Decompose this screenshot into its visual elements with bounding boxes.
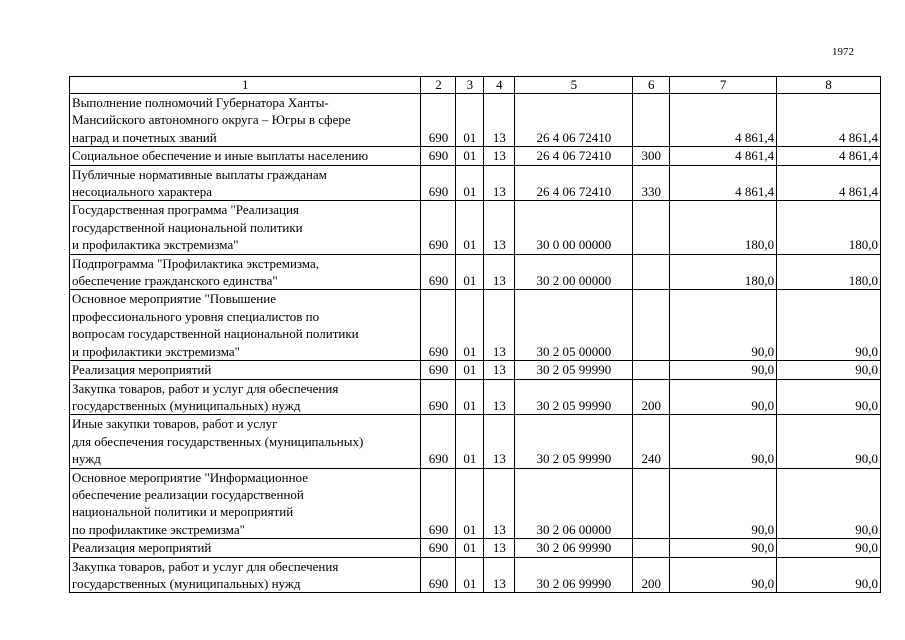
row-section: 01 xyxy=(456,468,484,539)
row-target-article: 30 2 00 00000 xyxy=(515,254,633,290)
row-amount-1: 90,0 xyxy=(670,290,777,361)
row-expense-type xyxy=(633,201,670,254)
table-row xyxy=(70,539,881,557)
row-amount-1: 90,0 xyxy=(670,539,777,557)
header-col-1: 1 xyxy=(70,77,421,94)
row-section: 01 xyxy=(456,415,484,468)
row-amount-2: 90,0 xyxy=(777,379,881,415)
row-target-article: 26 4 06 72410 xyxy=(515,94,633,147)
row-amount-1: 180,0 xyxy=(670,254,777,290)
table-row xyxy=(70,94,881,147)
header-col-3: 3 xyxy=(456,77,484,94)
row-expense-type xyxy=(633,94,670,147)
row-subsection: 13 xyxy=(484,379,515,415)
header-col-8: 8 xyxy=(777,77,881,94)
row-expense-type xyxy=(633,290,670,361)
row-section: 01 xyxy=(456,254,484,290)
row-subsection: 13 xyxy=(484,94,515,147)
row-subsection: 13 xyxy=(484,539,515,557)
row-name: Подпрограмма "Профилактика экстремизма, обеспечение гражданского единства" xyxy=(70,254,421,290)
row-target-article: 30 2 05 99990 xyxy=(515,379,633,415)
row-section: 01 xyxy=(456,165,484,201)
row-amount-2: 4 861,4 xyxy=(777,147,881,165)
row-name: Иные закупки товаров, работ и услуг для обеспечения государственных (муниципальных) нужд xyxy=(70,415,421,468)
row-expense-type: 300 xyxy=(633,147,670,165)
row-target-article: 30 2 06 99990 xyxy=(515,539,633,557)
table-header-row xyxy=(70,77,881,94)
table-row xyxy=(70,379,881,415)
row-amount-1: 4 861,4 xyxy=(670,147,777,165)
row-ministry-code: 690 xyxy=(421,290,456,361)
row-expense-type xyxy=(633,468,670,539)
row-amount-1: 90,0 xyxy=(670,557,777,593)
row-target-article: 26 4 06 72410 xyxy=(515,147,633,165)
table-row xyxy=(70,415,881,468)
header-col-4: 4 xyxy=(484,77,515,94)
row-amount-1: 90,0 xyxy=(670,379,777,415)
row-name: Публичные нормативные выплаты гражданам несоциального характера xyxy=(70,165,421,201)
row-amount-2: 90,0 xyxy=(777,361,881,379)
row-ministry-code: 690 xyxy=(421,557,456,593)
row-amount-2: 4 861,4 xyxy=(777,165,881,201)
row-expense-type: 240 xyxy=(633,415,670,468)
table-row xyxy=(70,468,881,539)
row-subsection: 13 xyxy=(484,147,515,165)
row-name: Реализация мероприятий xyxy=(70,539,421,557)
row-section: 01 xyxy=(456,147,484,165)
row-section: 01 xyxy=(456,557,484,593)
table-row xyxy=(70,557,881,593)
row-expense-type xyxy=(633,539,670,557)
row-amount-2: 90,0 xyxy=(777,468,881,539)
row-subsection: 13 xyxy=(484,468,515,539)
row-ministry-code: 690 xyxy=(421,415,456,468)
row-subsection: 13 xyxy=(484,165,515,201)
row-section: 01 xyxy=(456,539,484,557)
row-amount-2: 4 861,4 xyxy=(777,94,881,147)
table-row xyxy=(70,254,881,290)
row-target-article: 30 2 05 99990 xyxy=(515,361,633,379)
row-name: Закупка товаров, работ и услуг для обеспечения государственных (муниципальных) нужд xyxy=(70,379,421,415)
row-name: Выполнение полномочий Губернатора Ханты- Мансийского автономного округа – Югры в сфере наград и почетных званий xyxy=(70,94,421,147)
row-expense-type: 200 xyxy=(633,557,670,593)
row-target-article: 26 4 06 72410 xyxy=(515,165,633,201)
row-expense-type: 330 xyxy=(633,165,670,201)
row-ministry-code: 690 xyxy=(421,361,456,379)
row-target-article: 30 2 06 99990 xyxy=(515,557,633,593)
row-target-article: 30 2 05 99990 xyxy=(515,415,633,468)
row-subsection: 13 xyxy=(484,254,515,290)
row-subsection: 13 xyxy=(484,290,515,361)
table-row xyxy=(70,201,881,254)
row-target-article: 30 2 05 00000 xyxy=(515,290,633,361)
row-amount-2: 90,0 xyxy=(777,415,881,468)
row-ministry-code: 690 xyxy=(421,468,456,539)
row-amount-2: 90,0 xyxy=(777,290,881,361)
row-name: Основное мероприятие "Информационное обеспечение реализации государственной национальной политики и мероприятий по профилактике экстремизма" xyxy=(70,468,421,539)
row-target-article: 30 0 00 00000 xyxy=(515,201,633,254)
row-expense-type xyxy=(633,254,670,290)
table-row xyxy=(70,290,881,361)
row-name: Основное мероприятие "Повышение профессионального уровня специалистов по вопросам государственной национальной политики и профилактики экстремизма" xyxy=(70,290,421,361)
page-number: 1972 xyxy=(832,46,854,58)
row-section: 01 xyxy=(456,361,484,379)
table-row xyxy=(70,147,881,165)
row-name: Государственная программа "Реализация государственной национальной политики и профилактика экстремизма" xyxy=(70,201,421,254)
row-name: Закупка товаров, работ и услуг для обеспечения государственных (муниципальных) нужд xyxy=(70,557,421,593)
row-ministry-code: 690 xyxy=(421,94,456,147)
row-section: 01 xyxy=(456,379,484,415)
row-amount-2: 180,0 xyxy=(777,201,881,254)
row-amount-2: 180,0 xyxy=(777,254,881,290)
header-col-7: 7 xyxy=(670,77,777,94)
row-target-article: 30 2 06 00000 xyxy=(515,468,633,539)
row-amount-1: 90,0 xyxy=(670,468,777,539)
header-col-2: 2 xyxy=(421,77,456,94)
header-col-6: 6 xyxy=(633,77,670,94)
row-section: 01 xyxy=(456,94,484,147)
row-amount-2: 90,0 xyxy=(777,557,881,593)
table-row xyxy=(70,165,881,201)
row-amount-1: 4 861,4 xyxy=(670,165,777,201)
row-expense-type: 200 xyxy=(633,379,670,415)
row-ministry-code: 690 xyxy=(421,147,456,165)
row-amount-1: 90,0 xyxy=(670,361,777,379)
row-ministry-code: 690 xyxy=(421,379,456,415)
header-col-5: 5 xyxy=(515,77,633,94)
budget-table xyxy=(69,76,881,593)
row-ministry-code: 690 xyxy=(421,539,456,557)
row-amount-1: 90,0 xyxy=(670,415,777,468)
row-subsection: 13 xyxy=(484,361,515,379)
row-ministry-code: 690 xyxy=(421,254,456,290)
row-amount-2: 90,0 xyxy=(777,539,881,557)
row-subsection: 13 xyxy=(484,415,515,468)
row-section: 01 xyxy=(456,201,484,254)
table-row xyxy=(70,361,881,379)
row-section: 01 xyxy=(456,290,484,361)
row-amount-1: 180,0 xyxy=(670,201,777,254)
row-expense-type xyxy=(633,361,670,379)
row-ministry-code: 690 xyxy=(421,165,456,201)
row-ministry-code: 690 xyxy=(421,201,456,254)
row-amount-1: 4 861,4 xyxy=(670,94,777,147)
row-name: Социальное обеспечение и иные выплаты населению xyxy=(70,147,421,165)
row-name: Реализация мероприятий xyxy=(70,361,421,379)
row-subsection: 13 xyxy=(484,557,515,593)
row-subsection: 13 xyxy=(484,201,515,254)
